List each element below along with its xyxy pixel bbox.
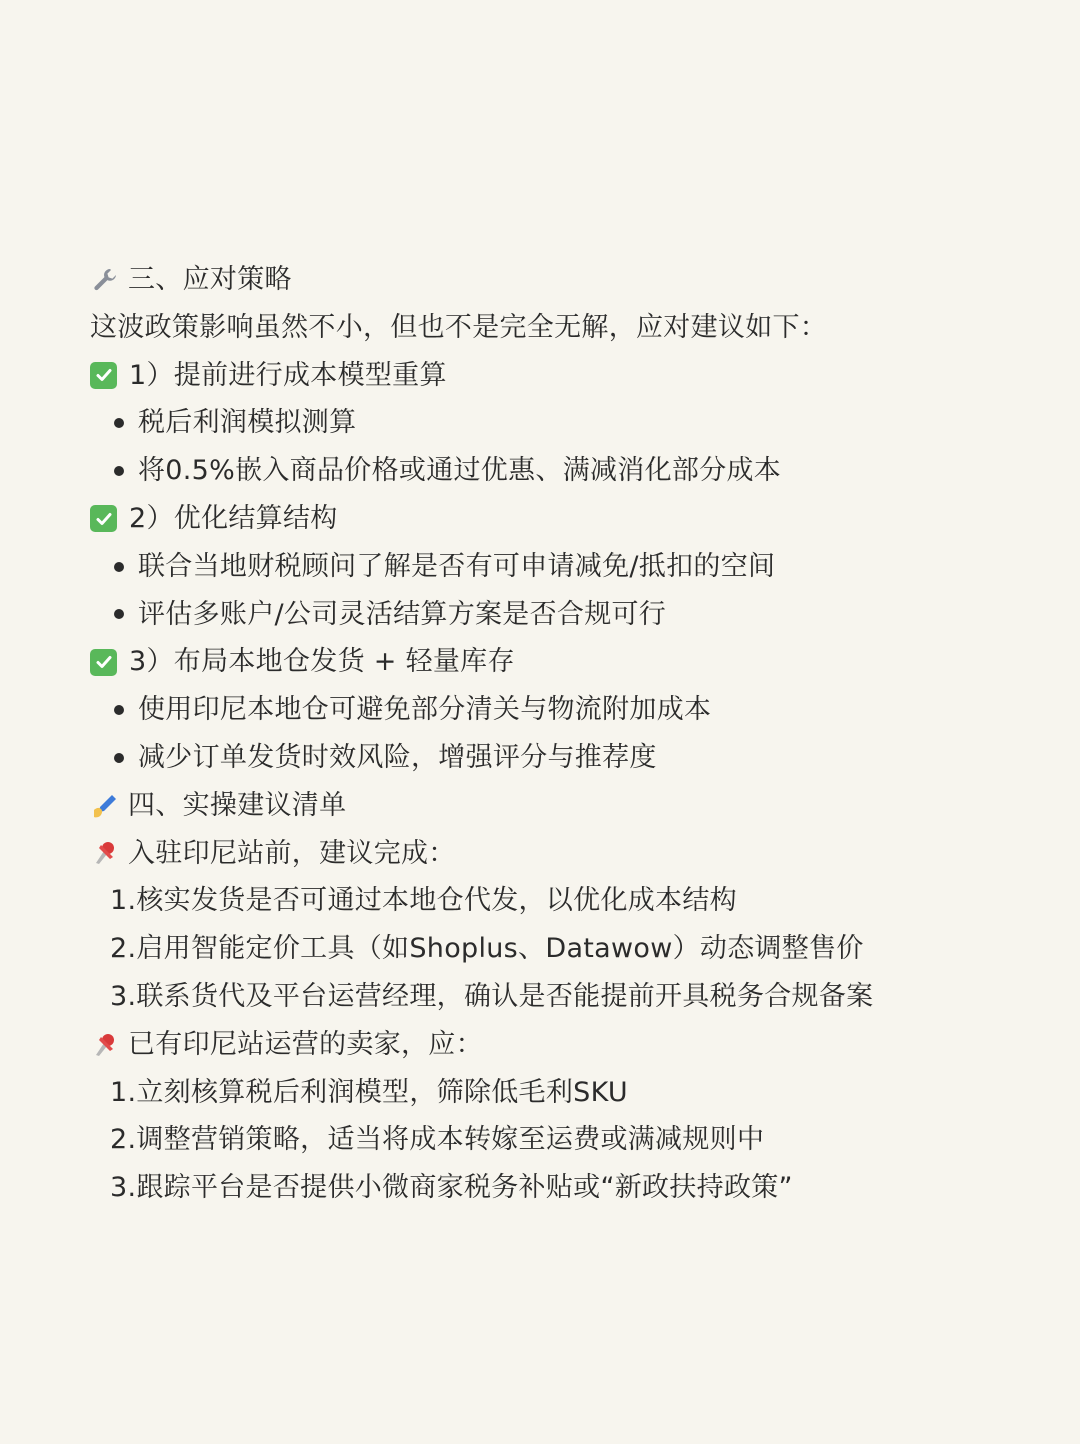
strategy-item-title: 2）优化结算结构 — [129, 502, 338, 534]
list-item — [90, 543, 1030, 591]
list-item — [90, 1116, 1030, 1164]
checklist-group-1 — [90, 830, 1030, 878]
section-heading-checklist — [90, 782, 1030, 830]
bullet-dot — [114, 562, 124, 572]
checklist-group-2 — [90, 1021, 1030, 1069]
bullet-dot — [114, 753, 124, 763]
bullet-text: 减少订单发货时效风险，增强评分与推荐度 — [138, 741, 657, 773]
step-text: 2.启用智能定价工具（如Shoplus、Datawow）动态调整售价 — [110, 933, 864, 965]
bullet-text: 将0.5%嵌入商品价格或通过优惠、满减消化部分成本 — [138, 455, 782, 487]
list-item — [90, 734, 1030, 782]
list-item — [90, 877, 1030, 925]
list-item — [90, 686, 1030, 734]
section-title: 四、实操建议清单 — [128, 789, 347, 821]
article-content — [90, 256, 1030, 1212]
strategy-item-2 — [90, 495, 1030, 543]
list-item — [90, 973, 1030, 1021]
list-item — [90, 925, 1030, 973]
list-item — [90, 591, 1030, 639]
bullet-dot — [114, 609, 124, 619]
writing-hand-icon — [90, 791, 120, 821]
strategy-item-title: 1）提前进行成本模型重算 — [129, 359, 447, 391]
strategy-item-1 — [90, 352, 1030, 400]
intro-text-line — [90, 304, 1030, 352]
list-item — [90, 1164, 1030, 1212]
intro-text: 这波政策影响虽然不小，但也不是完全无解，应对建议如下： — [90, 311, 828, 343]
list-item — [90, 1069, 1030, 1117]
step-text: 3.联系货代及平台运营经理，确认是否能提前开具税务合规备案 — [110, 980, 874, 1012]
list-item — [90, 447, 1030, 495]
pushpin-icon — [90, 1030, 120, 1060]
pushpin-icon — [90, 838, 120, 868]
section-heading-strategy — [90, 256, 1030, 304]
bullet-dot — [114, 418, 124, 428]
wrench-icon — [90, 265, 120, 295]
step-text: 1.立刻核算税后利润模型，筛除低毛利SKU — [110, 1076, 628, 1108]
checklist-group-title: 已有印尼站运营的卖家，应： — [128, 1028, 483, 1060]
list-item — [90, 399, 1030, 447]
check-mark-icon — [90, 362, 117, 389]
bullet-text: 联合当地财税顾问了解是否有可申请减免/抵扣的空间 — [138, 550, 776, 582]
check-mark-icon — [90, 505, 117, 532]
checklist-group-title: 入驻印尼站前，建议完成： — [128, 837, 456, 869]
bullet-text: 评估多账户/公司灵活结算方案是否合规可行 — [138, 598, 667, 630]
bullet-text: 使用印尼本地仓可避免部分清关与物流附加成本 — [138, 694, 712, 726]
step-text: 2.调整营销策略，适当将成本转嫁至运费或满减规则中 — [110, 1124, 765, 1156]
check-mark-icon — [90, 649, 117, 676]
strategy-item-title: 3）布局本地仓发货 + 轻量库存 — [129, 646, 515, 678]
bullet-text: 税后利润模拟测算 — [138, 407, 357, 439]
section-title: 三、应对策略 — [128, 264, 292, 295]
step-text: 1.核实发货是否可通过本地仓代发，以优化成本结构 — [110, 885, 737, 917]
step-text: 3.跟踪平台是否提供小微商家税务补贴或“新政扶持政策” — [110, 1172, 793, 1204]
bullet-dot — [114, 705, 124, 715]
bullet-dot — [114, 466, 124, 476]
strategy-item-3 — [90, 638, 1030, 686]
